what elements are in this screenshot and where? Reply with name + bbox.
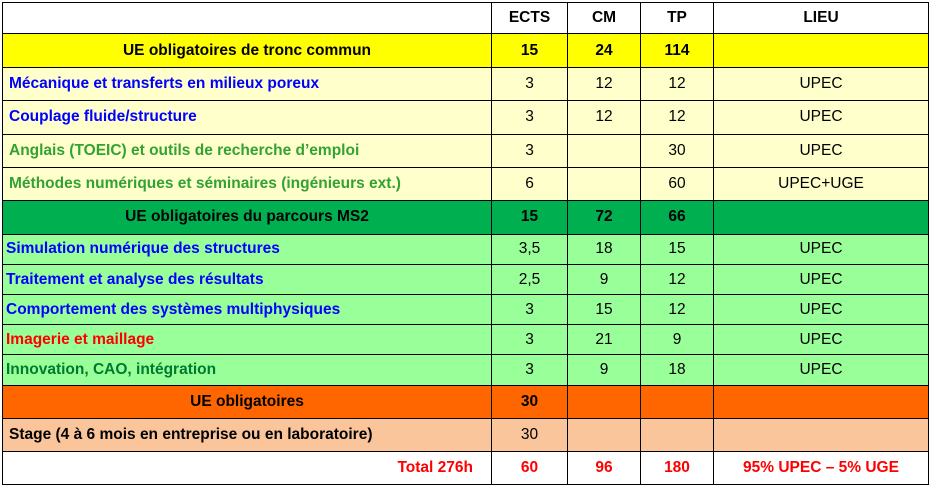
cm-cell — [568, 167, 641, 200]
table-row — [3, 68, 929, 101]
table-row — [3, 355, 929, 385]
cm-cell: 18 — [568, 234, 641, 264]
cm-cell: 21 — [568, 325, 641, 355]
ects-cell: 6 — [492, 167, 568, 200]
tp-cell: 114 — [641, 34, 714, 68]
course-name: Stage (4 à 6 mois en entreprise ou en laboratoire) — [3, 418, 492, 451]
course-name: Méthodes numériques et séminaires (ingénieurs ext.) — [3, 167, 492, 200]
cm-cell: 12 — [568, 68, 641, 101]
tp-cell: 60 — [641, 167, 714, 200]
table-row — [3, 265, 929, 295]
table-row — [3, 418, 929, 451]
total-tp: 180 — [641, 451, 714, 484]
ects-cell: 3 — [492, 355, 568, 385]
cm-cell: 15 — [568, 295, 641, 325]
course-name: Imagerie et maillage — [3, 325, 492, 355]
ects-cell: 30 — [492, 385, 568, 418]
course-name: Simulation numérique des structures — [3, 234, 492, 264]
course-name: Comportement des systèmes multiphysiques — [3, 295, 492, 325]
course-name: Anglais (TOEIC) et outils de recherche d’emploi — [3, 134, 492, 167]
lieu-cell — [714, 385, 929, 418]
tp-cell: 30 — [641, 134, 714, 167]
total-cm: 96 — [568, 451, 641, 484]
lieu-cell: UPEC — [714, 68, 929, 101]
table-row — [3, 295, 929, 325]
cm-cell — [568, 385, 641, 418]
section-row-parcours-ms2 — [3, 200, 929, 234]
tp-cell: 12 — [641, 295, 714, 325]
lieu-cell: UPEC — [714, 325, 929, 355]
cm-cell: 12 — [568, 101, 641, 134]
tp-cell: 15 — [641, 234, 714, 264]
section-row-tronc-commun — [3, 34, 929, 68]
tp-cell: 12 — [641, 101, 714, 134]
course-name: Mécanique et transferts en milieux poreux — [3, 68, 492, 101]
lieu-cell: UPEC — [714, 234, 929, 264]
header-row — [3, 3, 929, 34]
tp-cell — [641, 418, 714, 451]
tp-cell — [641, 385, 714, 418]
header-ects: ECTS — [492, 3, 568, 34]
tp-cell: 66 — [641, 200, 714, 234]
table-row — [3, 101, 929, 134]
lieu-cell: UPEC — [714, 101, 929, 134]
section-title: UE obligatoires — [3, 385, 492, 418]
cm-cell: 24 — [568, 34, 641, 68]
section-row-stage — [3, 385, 929, 418]
cm-cell: 9 — [568, 355, 641, 385]
ects-cell: 3 — [492, 295, 568, 325]
cm-cell: 72 — [568, 200, 641, 234]
lieu-cell: UPEC — [714, 134, 929, 167]
tp-cell: 12 — [641, 68, 714, 101]
table-row — [3, 234, 929, 264]
course-name: Traitement et analyse des résultats — [3, 265, 492, 295]
course-name: Innovation, CAO, intégration — [3, 355, 492, 385]
ects-cell: 3 — [492, 68, 568, 101]
total-ects: 60 — [492, 451, 568, 484]
ects-cell: 2,5 — [492, 265, 568, 295]
ects-cell: 3 — [492, 134, 568, 167]
ects-cell: 15 — [492, 200, 568, 234]
lieu-cell: UPEC — [714, 265, 929, 295]
ects-cell: 3 — [492, 325, 568, 355]
header-ue — [3, 3, 492, 34]
lieu-cell: UPEC — [714, 355, 929, 385]
total-row — [3, 451, 929, 484]
header-lieu: LIEU — [714, 3, 929, 34]
lieu-cell: UPEC — [714, 295, 929, 325]
course-table — [2, 2, 929, 485]
header-tp: TP — [641, 3, 714, 34]
ects-cell: 15 — [492, 34, 568, 68]
total-lieu: 95% UPEC – 5% UGE — [714, 451, 929, 484]
cm-cell — [568, 418, 641, 451]
cm-cell: 9 — [568, 265, 641, 295]
tp-cell: 9 — [641, 325, 714, 355]
lieu-cell: UPEC+UGE — [714, 167, 929, 200]
header-cm: CM — [568, 3, 641, 34]
table-row — [3, 325, 929, 355]
total-label: Total 276h — [3, 451, 492, 484]
ects-cell: 3 — [492, 101, 568, 134]
section-title: UE obligatoires du parcours MS2 — [3, 200, 492, 234]
tp-cell: 12 — [641, 265, 714, 295]
cm-cell — [568, 134, 641, 167]
tp-cell: 18 — [641, 355, 714, 385]
table-row — [3, 134, 929, 167]
table-row — [3, 167, 929, 200]
section-title: UE obligatoires de tronc commun — [3, 34, 492, 68]
lieu-cell — [714, 200, 929, 234]
ects-cell: 3,5 — [492, 234, 568, 264]
lieu-cell — [714, 34, 929, 68]
lieu-cell — [714, 418, 929, 451]
ects-cell: 30 — [492, 418, 568, 451]
course-name: Couplage fluide/structure — [3, 101, 492, 134]
